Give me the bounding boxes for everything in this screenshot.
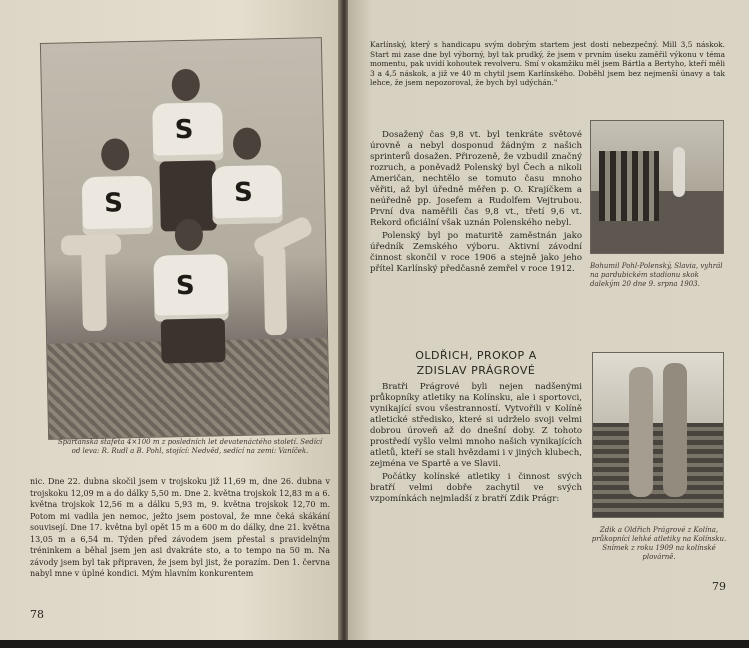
left-body-text: nic. Dne 22. dubna skočil jsem v trojskoku již 11,69 m, dne 26. dubna v trojskoku 12,09 m a do dálky 5,50 m. Dne 2. května trojskok 12,83 m a 6. května trojskok 12,56 m a dálku 5,93 m, 9. května trojskok 12,70 m. Potom mi vadila jen nemoc, ježto jsem postoval, že mne čeká skákání souvisejí. Dne 17. května byl opět 15 m a 600 m do dálky, dne 21. května 13,05 m a 6,54 m. Týden před závodem jsem přestal s pravidelným tréninkem a běhal jsem jen asi dvakráte sto, a to tempo na 50 m. Na závody jsem byl tak připraven, že jsem byl jist, že porazím. Den 1. června nabyl mne v úplné kondici. Mým hlavním konkurentem — [30, 477, 330, 578]
paragraph-memoirs: Počátky kolínské atletiky i činnost svých bratří velmi dobře zachytil ve svých vzpomínkách nejmladší z bratří Zdik Prágr: — [370, 472, 582, 504]
photo-pier — [593, 423, 723, 517]
relay-team-photo — [40, 37, 330, 440]
swimming-pool-photo — [592, 352, 724, 518]
left-page — [0, 0, 340, 640]
section-heading-line1: OLDŘICH, PROKOP A — [415, 349, 537, 362]
shirt-letter: S — [174, 114, 194, 146]
photo-caption-relay: Sparťanská štafeta 4×100 m z posledních let devatenáctého století. Sedící od leva: R. Rudl a B. Pohl, stojící: Nedvěd, sedící na zemi: Vaníček. — [57, 438, 323, 455]
right-column-text-2 — [370, 382, 582, 507]
photo-caption-pragr: Zdik a Oldřich Prágrové z Kolína, průkopníci lehké atletiky na Kolínsku. Snímek z roku 1909 na kolínské plovárně. — [591, 526, 727, 561]
swimmer-figure-left — [629, 367, 653, 497]
shirt-letter: S — [233, 177, 254, 208]
page-number-right: 79 — [712, 580, 726, 593]
long-jump-photo — [590, 120, 724, 254]
swimmer-figure-right — [663, 363, 687, 497]
paragraph-pragr-brothers: Bratři Prágrové byli nejen nadšenými průkopníky atletiky na Kolínsku, ale i sportovci, vynikající svou všestranností. Vytvořili v Kolíně atletické středisko, které si udrželo svoji velmi dobrou úroveň až do dnešní doby. Z tohoto prostředí vyšlo velmi mnoho našich vynikajících atletů, kteří se stali hvězdami i v jiných klubech, zejména ve Spartě a ve Slavii. — [370, 382, 582, 469]
right-column-text — [370, 130, 582, 277]
section-heading-line2: ZDISLAV PRÁGROVÉ — [416, 364, 536, 377]
spectators — [599, 151, 659, 221]
jumper-figure — [673, 147, 685, 197]
right-page — [348, 0, 749, 640]
bottom-shadow — [0, 640, 749, 648]
right-top-text: Karlínský, který s handicapu svým dobrým startem jest dosti nebezpečný. Mill 3,5 náskok. Start mi zase dne byl výborný, byl tak prudký, že jsem v prvním úseku zaměřil výkonu v téma momentu, pak uvidí kohoutek revolveru. Smí v okamžiku měl jsem Bártla a Bertyho, kteří měli 3 a 4,5 náskok, a již ve 40 m chytil jsem Karlínského. Doběhl jsem bez nejmenší únavy a tak lehce, že jsem nepozoroval, že bych byl udýchán." — [370, 40, 725, 88]
paragraph-record-time: Dosažený čas 9,8 vt. byl tenkráte světové úrovně a nebyl dosponud žádným z našich sprinterů dosažen. Přirozeně, že vzbudil značný rozruch, a poněvadž Polenský byl Čech a nikoli Američan, nechtělo se tomuto času mnoho věřiti, až byl úředně měřen p. O. Krajíčkem a neúředně pp. Josefem a Rudolfem Vejtrubou. První dva naměřili čas 9,8 vt., třetí 9,6 vt. Rekord oficiální však uznán Polenského nebyl. — [370, 130, 582, 228]
paragraph-polensky-career: Polenský byl po maturitě zaměstnán jako úředník Zemského výboru. Aktivní závodní činnost skončil v roce 1906 a stejně jako jeho přítel Karlínský předčasně zemřel v roce 1912. — [370, 231, 582, 274]
shirt-letter: S — [175, 270, 196, 302]
page-number-left: 78 — [30, 608, 44, 621]
shirt-letter: S — [103, 188, 124, 219]
section-heading — [378, 348, 574, 378]
photo-caption-polensky: Bohumil Pohl-Polenský, Slavia, vyhrál na pardubickém stadionu skok dalekým 20 dne 9. srpna 1903. — [590, 262, 723, 288]
